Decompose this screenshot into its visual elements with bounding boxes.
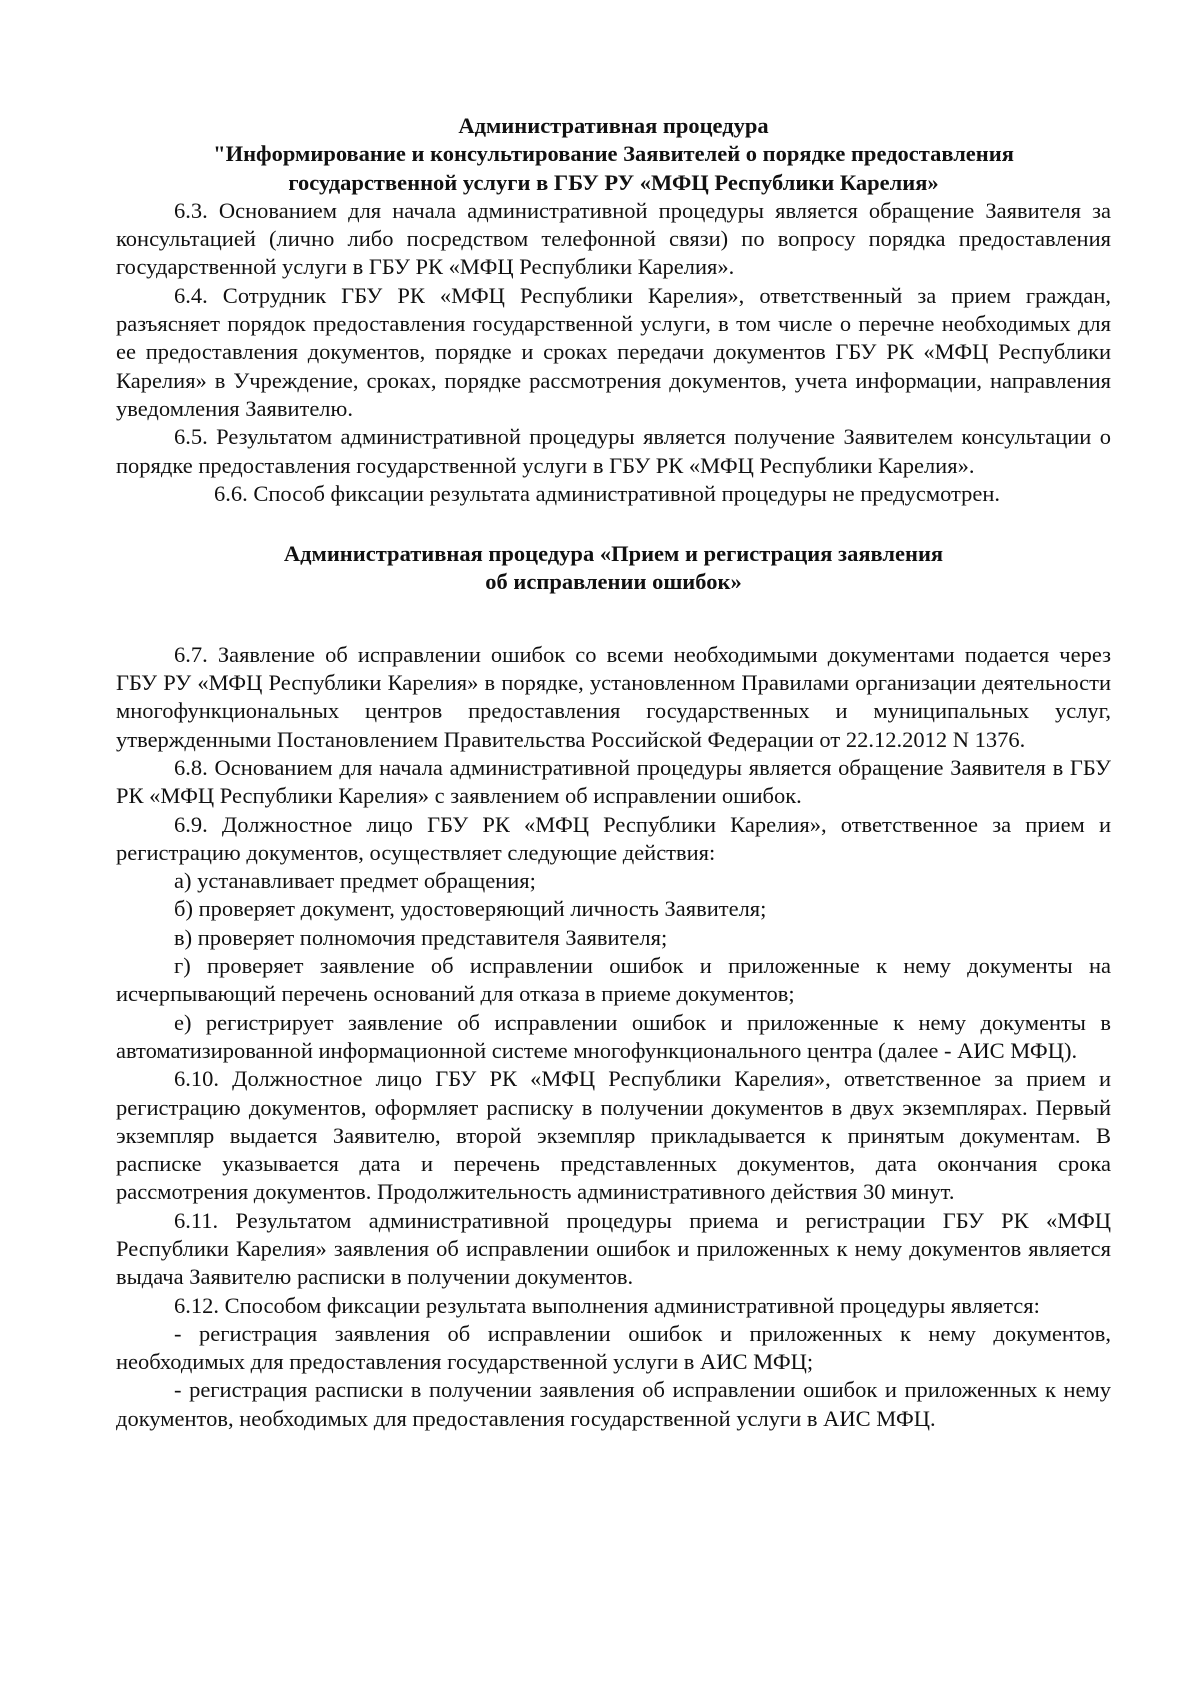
heading-line: государственной услуги в ГБУ РУ «МФЦ Республики Карелия» <box>288 169 939 195</box>
heading-line: Административная процедура «Прием и регистрация заявления <box>283 541 944 567</box>
paragraph-6-4: 6.4. Сотрудник ГБУ РК «МФЦ Республики Карелия», ответственный за прием граждан, разъясняет порядок предоставления государственной услуги, в том числе о перечне необходимых для ее предоставления документов, порядке и сроках передачи документов ГБУ РК «МФЦ Республики Карелия» в Учреждение, сроках, порядке рассмотрения документов, учета информации, направления уведомления Заявителю. <box>116 282 1111 421</box>
paragraph-6-5: 6.5. Результатом административной процедуры является получение Заявителем консультации о порядке предоставления государственной услуги в ГБУ РК «МФЦ Республики Карелия». <box>116 424 1111 478</box>
paragraph-6-9: 6.9. Должностное лицо ГБУ РК «МФЦ Республики Карелия», ответственное за прием и регистрацию документов, осуществляет следующие действия: <box>116 811 1111 865</box>
document-page <box>116 112 1111 1433</box>
paragraph-6-11: 6.11. Результатом административной процедуры приема и регистрации ГБУ РК «МФЦ Республики Карелия» заявления об исправлении ошибок и приложенных к нему документов является выдача Заявителю расписки в получении документов. <box>116 1207 1111 1290</box>
list-item-b: б) проверяет документ, удостоверяющий личность Заявителя; <box>174 896 767 922</box>
heading-line: об исправлении ошибок» <box>485 569 742 595</box>
list-item-g: г) проверяет заявление об исправлении ошибок и приложенные к нему документы на исчерпывающий перечень оснований для отказа в приеме документов; <box>116 953 1111 1007</box>
paragraph-6-12: 6.12. Способом фиксации результата выполнения административной процедуры является: <box>174 1292 1040 1318</box>
section-heading-error-correction <box>116 540 1111 597</box>
list-item-e: е) регистрирует заявление об исправлении ошибок и приложенные к нему документы в автоматизированной информационной системе многофункционального центра (далее - АИС МФЦ). <box>116 1009 1111 1063</box>
section-heading-informing <box>116 112 1111 197</box>
paragraph-6-6: 6.6. Способ фиксации результата административной процедуры не предусмотрен. <box>214 480 1001 506</box>
heading-line: "Информирование и консультирование Заявителей о порядке предоставления <box>213 141 1014 167</box>
paragraph-6-10: 6.10. Должностное лицо ГБУ РК «МФЦ Республики Карелия», ответственное за прием и регистрацию документов, оформляет расписку в получении документов в двух экземплярах. Первый экземпляр выдается Заявителю, второй экземпляр прикладывается к принятым документам. В расписке указывается дата и перечень представленных документов, дата окончания срока рассмотрения документов. Продолжительность административного действия 30 минут. <box>116 1066 1111 1205</box>
paragraph-6-8: 6.8. Основанием для начала административной процедуры является обращение Заявителя в ГБУ РК «МФЦ Республики Карелия» с заявлением об исправлении ошибок. <box>116 754 1111 809</box>
paragraph-6-7: 6.7. Заявление об исправлении ошибок со всеми необходимыми документами подается через ГБУ РУ «МФЦ Республики Карелия» в порядке, установленном Правилами организации деятельности многофункциональных центров предоставления государственных и муниципальных услуг, утвержденными Постановлением Правительства Российской Федерации от 22.12.2012 N 1376. <box>116 641 1111 752</box>
list-item-dash-1: - регистрация заявления об исправлении ошибок и приложенных к нему документов, необходимых для предоставления государственной услуги в АИС МФЦ; <box>116 1320 1111 1375</box>
list-item-a: а) устанавливает предмет обращения; <box>174 868 536 894</box>
list-item-dash-2: - регистрация расписки в получении заявления об исправлении ошибок и приложенных к нему документов, необходимых для предоставления государственной услуги в АИС МФЦ. <box>116 1377 1111 1431</box>
heading-line: Административная процедура <box>458 113 769 138</box>
paragraph-6-3: 6.3. Основанием для начала административной процедуры является обращение Заявителя за консультацией (лично либо посредством телефонной связи) по вопросу порядка предоставления государственной услуги в ГБУ РК «МФЦ Республики Карелия». <box>116 197 1111 280</box>
list-item-v: в) проверяет полномочия представителя Заявителя; <box>174 924 668 950</box>
